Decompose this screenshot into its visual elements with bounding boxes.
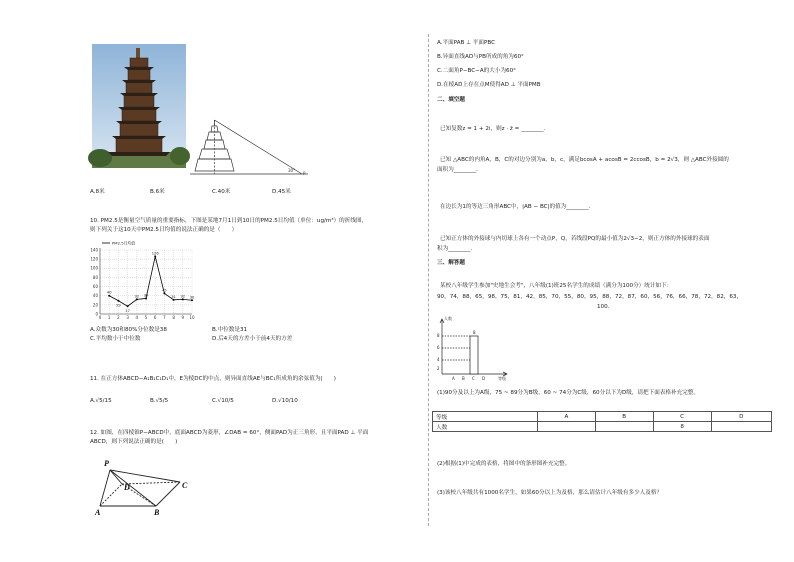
table-cell-input[interactable] xyxy=(711,422,771,432)
data-label: 31 xyxy=(171,294,176,299)
q12-stem-line2: ABCD，则下列说法正确的是( ) xyxy=(90,439,178,445)
vertex-p: P xyxy=(104,459,109,468)
vertex-d: D xyxy=(124,483,130,492)
q11-option-a: A.√5/15 xyxy=(90,398,112,404)
y-tick-label: 140 xyxy=(90,247,98,253)
y-tick-6: 6 xyxy=(437,345,440,350)
q10-option-b: B.中位数是31 xyxy=(212,327,248,333)
q9-option-a: A.8米 xyxy=(90,189,105,195)
data-point xyxy=(173,299,175,301)
vertex-b: B xyxy=(154,508,160,517)
q10-option-c: C.平均数小于中位数 xyxy=(90,336,141,342)
q11-option-d: D.√10/10 xyxy=(272,398,298,404)
bar-c xyxy=(470,336,478,374)
vertex-c: C xyxy=(182,481,188,490)
x-tick-label: 9 xyxy=(181,315,185,320)
x-tick-label: 2 xyxy=(117,315,120,320)
data-point xyxy=(191,299,193,301)
data-label: 34 xyxy=(143,293,149,298)
x-tick-label: 6 xyxy=(153,315,157,320)
y-tick-2: 2 xyxy=(437,366,440,371)
data-point xyxy=(145,297,147,299)
table-cell: A xyxy=(538,412,596,422)
x-tick-c: C xyxy=(472,376,475,381)
x-axis-label: 等级 xyxy=(498,376,506,381)
q12-option-d: D.在棱AD上存在点M使得AD ⊥ 平面PMB xyxy=(437,82,541,88)
data-point xyxy=(163,292,165,294)
y-tick-8: 8 xyxy=(437,333,440,338)
x-tick-b: B xyxy=(462,376,465,381)
q12-option-c: C.二面角P−BC−A的大小为60° xyxy=(437,68,516,74)
q10-stem-line1: 10. PM2.5是衡量空气质量的重要指标，下图是某地7月1日到10日的PM2.5日均值（单位：ug/m³）的折线图， xyxy=(90,218,368,224)
x-tick-label: 5 xyxy=(144,315,148,320)
x-tick-label: 4 xyxy=(135,315,139,320)
x-tick-label: 10 xyxy=(189,315,195,320)
table-cell: D xyxy=(711,412,771,422)
q17-part1: (1)90分及以上为A级，75 ~ 89分为B级，60 ~ 74分为C级，60分以下为D级，请把下面表格补充完整。 xyxy=(437,390,699,396)
data-label: 40 xyxy=(106,290,112,295)
q10-stem-line2: 则下列关于这10天中PM2.5日均值的说法正确的是（ ） xyxy=(90,227,238,233)
q17-scores-end: 100. xyxy=(597,304,610,310)
pagoda-photo xyxy=(92,44,186,168)
q11-stem: 11. 在正方体ABCD−A₁B₁C₁D₁中，E为棱DC的中点，则异面直线AE与BC₁所成角的余弦值为( ) xyxy=(90,376,336,382)
q17-stem: 某校八年级学生参加"史地生会考"，八年级(1)班25名学生的成绩（满分为100分）统计如下： xyxy=(440,283,673,289)
q12-stem-line1: 12. 如图，在四棱锥P−ABCD中，底面ABCD为菱形，∠DAB = 60°，侧面PAD为正三角形，且平面PAD ⊥ 平面 xyxy=(90,430,369,436)
q17-part3: (3)该校八年级共有1000名学生，如果60分以上为及格，那么请估计八年级有多少人及格？ xyxy=(437,490,663,496)
x-tick-label: 0 xyxy=(98,315,102,320)
point-label: P xyxy=(303,171,306,176)
data-label: 17 xyxy=(125,309,130,314)
x-tick-label: 7 xyxy=(163,315,166,320)
table-cell: 等级 xyxy=(433,412,538,422)
q11-option-b: B.√5/5 xyxy=(150,398,169,404)
x-tick-a: A xyxy=(452,376,455,381)
q16-stem-line1: 已知正方体的外接球与内切球上各有一个动点P，Q，若线段PQ的最小值为2√3−2，则正方体的外接球的表面 xyxy=(440,236,710,242)
table-cell-input[interactable] xyxy=(595,422,653,432)
y-tick-label: 60 xyxy=(92,283,98,289)
grade-table xyxy=(432,411,772,432)
q12-option-b: B.异面直线AD与PB所成的角为60° xyxy=(437,54,524,60)
q9-option-d: D.45米 xyxy=(272,189,291,195)
table-cell-input[interactable] xyxy=(538,422,596,432)
data-label: 29 xyxy=(116,303,121,308)
x-tick-d: D xyxy=(482,376,486,381)
angle-label: 30° xyxy=(288,168,296,173)
y-tick-label: 0 xyxy=(95,311,98,317)
q12-option-a: A.平面PAB ⊥ 平面PBC xyxy=(437,40,496,46)
y-tick-label: 80 xyxy=(92,274,98,280)
q16-stem-line2: 积为________. xyxy=(437,246,473,252)
table-cell: C xyxy=(653,412,711,422)
vertex-a: A xyxy=(95,508,101,517)
bar-c-value: 8 xyxy=(473,330,476,335)
x-tick-label: 1 xyxy=(107,315,111,320)
data-label: 32 xyxy=(134,294,140,299)
grade-bar-chart xyxy=(432,314,516,382)
data-label: 126 xyxy=(151,251,159,256)
y-tick-label: 120 xyxy=(90,256,98,262)
data-label: 32 xyxy=(180,294,186,299)
y-tick-label: 40 xyxy=(92,293,98,299)
q13-stem: 已知复数z = 1 + 2i，则z · z̄ = ________. xyxy=(440,126,546,132)
pm25-line-chart xyxy=(86,240,198,324)
pyramid-diagram xyxy=(94,456,194,518)
q14-stem-line2: 面积为________. xyxy=(437,167,478,173)
x-tick-label: 8 xyxy=(172,315,175,320)
data-label: 45 xyxy=(162,288,167,293)
column-divider xyxy=(428,34,429,526)
y-tick-label: 20 xyxy=(92,302,98,308)
y-tick-4: 4 xyxy=(437,357,440,362)
data-point xyxy=(127,305,129,307)
q17-part2: (2)根据(1)中完成的表格，将图中的条形图补充完整。 xyxy=(437,461,571,467)
section-fill-in-heading: 二、填空题 xyxy=(437,97,465,103)
series-line xyxy=(106,256,192,306)
y-axis-label: 人数 xyxy=(444,316,452,321)
table-cell: B xyxy=(595,412,653,422)
data-point xyxy=(117,300,119,302)
q14-stem-line1: 已知 △ABC的内角A，B，C的对边分别为a，b，c，满足bcosA + acosB = 2ccosB，b = 2√3，则 △ABC外接圆的 xyxy=(440,157,729,163)
q17-scores: 90，74，88，65，98，75，81，42，85，70，55，80，95，88，72，87，60，56，76，66，78，72，82，63， xyxy=(437,294,743,300)
legend-label: PM2.5日均值 xyxy=(112,240,135,246)
data-point xyxy=(154,255,156,257)
data-point xyxy=(136,298,138,300)
data-label: 30 xyxy=(189,295,195,300)
table-cell: 8 xyxy=(653,422,711,432)
x-tick-label: 3 xyxy=(126,315,129,320)
y-tick-label: 100 xyxy=(90,265,98,271)
q11-option-c: C.√10/5 xyxy=(212,398,234,404)
table-row xyxy=(433,412,772,422)
table-row xyxy=(433,422,772,432)
section-answer-heading: 三、解答题 xyxy=(437,260,465,266)
q10-option-a: A.众数为30和80%分位数是38 xyxy=(90,327,167,333)
pagoda-diagram xyxy=(190,118,310,180)
q9-option-b: B.6米 xyxy=(150,189,165,195)
data-point xyxy=(182,298,184,300)
q10-option-d: D.后4天的方差小于前4天的方差 xyxy=(212,336,293,342)
data-point xyxy=(108,295,110,297)
table-cell: 人数 xyxy=(433,422,538,432)
q9-option-c: C.40米 xyxy=(212,189,231,195)
q15-stem: 在边长为1的等边三角形ABC中，|AB − BC|的值为________. xyxy=(440,204,591,210)
